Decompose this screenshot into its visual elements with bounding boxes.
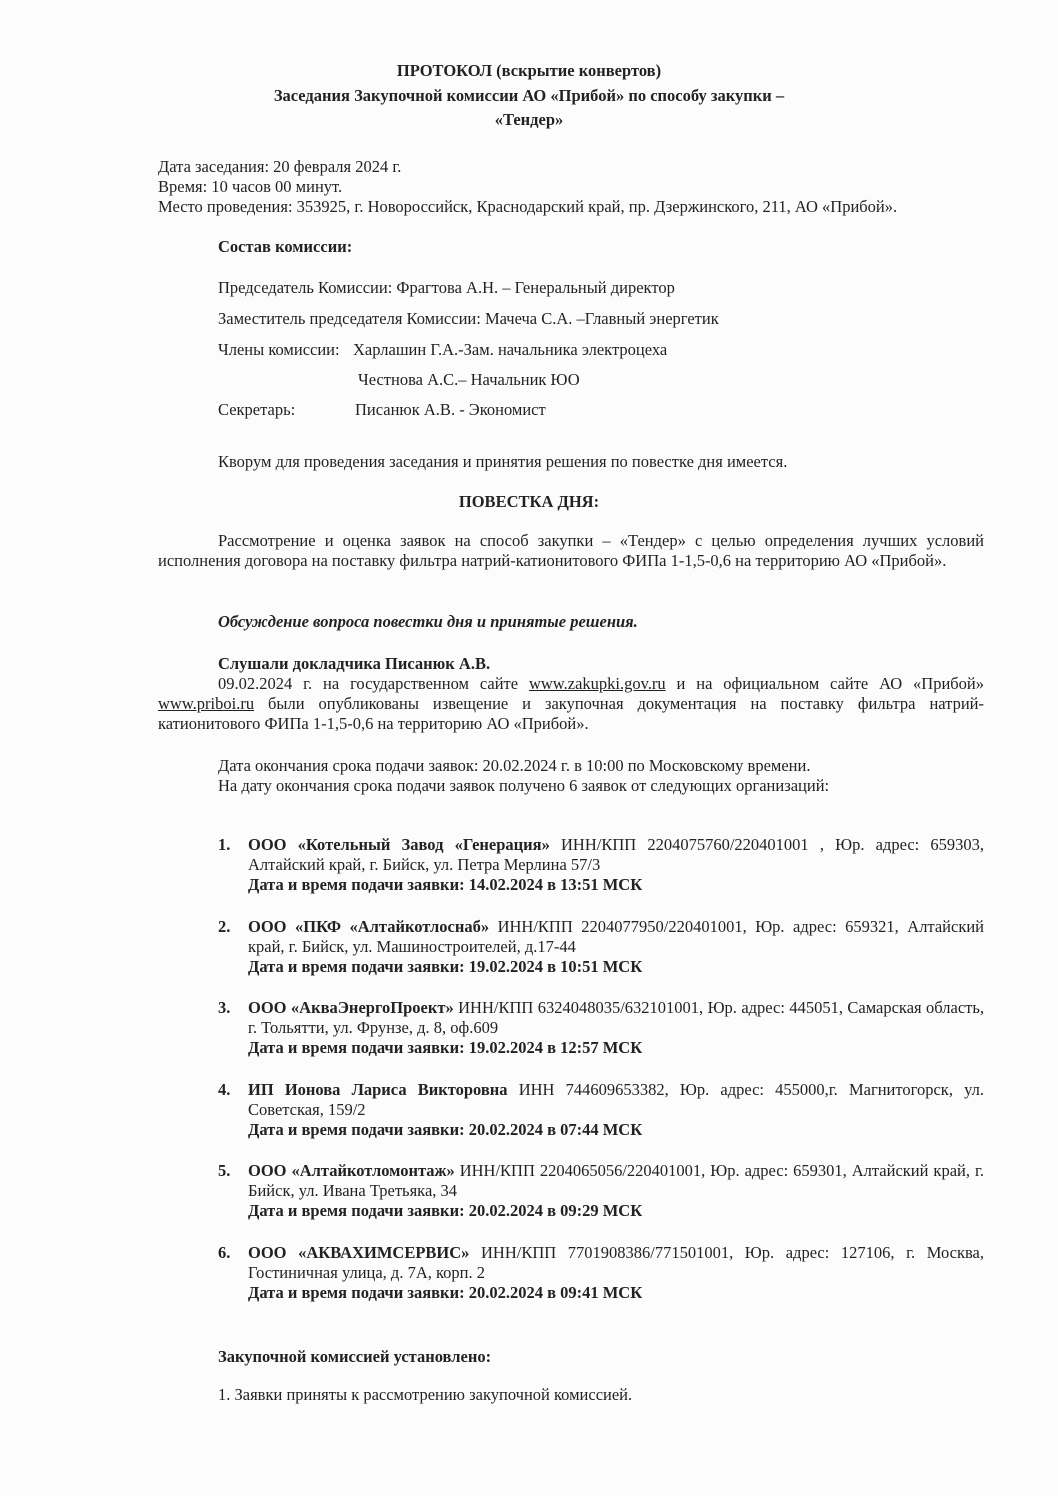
quorum-note: Кворум для проведения заседания и принятия решения по повестке дня имеется. <box>218 452 788 471</box>
meeting-time: Время: 10 часов 00 минут. <box>158 177 343 196</box>
application-number: 3. <box>218 998 231 1017</box>
application-details <box>248 1161 984 1221</box>
established-heading: Закупочной комиссией установлено: <box>218 1347 492 1366</box>
applicant-requisites: ИНН/КПП 2204065056/220401001, Юр. адрес: 659301, Алтайский край, г. Бийск, ул. Ивана Третьяка, 34 <box>248 1161 984 1200</box>
publication-paragraph <box>158 674 984 734</box>
applicant-requisites: ИНН/КПП 7701908386/771501001, Юр. адрес: 127106, г. Москва, Гостиничная улица, д. 7А, корп. 2 <box>248 1243 985 1282</box>
meeting-date: Дата заседания: 20 февраля 2024 г. <box>158 157 402 176</box>
priboi-link[interactable]: www.priboi.ru <box>158 694 255 713</box>
application-number: 1. <box>218 835 231 854</box>
procurement-method: «Тендер» <box>494 110 564 129</box>
application-number: 4. <box>218 1080 231 1099</box>
deadline-text: Дата окончания срока подачи заявок: 20.02.2024 г. в 10:00 по Московскому времени. <box>218 756 811 775</box>
application-number: 5. <box>218 1161 231 1180</box>
commission-chair: Председатель Комиссии: Фрагтова А.Н. – Генеральный директор <box>218 278 675 297</box>
meeting-place: Место проведения: 353925, г. Новороссийск, Краснодарский край, пр. Дзержинского, 211, АО «Прибой». <box>158 197 898 216</box>
application-number: 2. <box>218 917 231 936</box>
secretary-label: Секретарь: <box>218 400 296 419</box>
publication-text: и на официальном сайте АО «Прибой» <box>665 674 984 693</box>
applicant-name: ООО «Котельный Завод «Генерация» <box>248 835 550 854</box>
applicant-requisites: ИНН/КПП 2204077950/220401001, Юр. адрес: 659321, Алтайский край, г. Бийск, ул. Машиностроителей, д.17-44 <box>248 917 984 956</box>
established-item: 1. Заявки приняты к рассмотрению закупочной комиссией. <box>218 1385 633 1404</box>
application-details <box>248 835 984 895</box>
speaker-line: Слушали докладчика Писанюк А.В. <box>218 654 491 673</box>
applicant-requisites: ИНН/КПП 2204075760/220401001 , Юр. адрес: 659303, Алтайский край, г. Бийск, ул. Петра Мерлина 57/3 <box>248 835 985 874</box>
members-label: Члены комиссии: <box>218 340 340 359</box>
commission-secretary: Писанюк А.В. - Экономист <box>355 400 546 419</box>
application-details <box>248 1080 984 1140</box>
applicant-name: ООО «Алтайкотломонтаж» <box>248 1161 455 1180</box>
application-details <box>248 1243 984 1303</box>
publication-text: 09.02.2024 г. на государственном сайте <box>218 674 529 693</box>
publication-text: были опубликованы извещение и закупочная документация на поставку фильтра натрий-катионитового ФИПа 1-1,5-0,6 на территорию АО «Прибой». <box>158 694 984 733</box>
applicant-requisites: ИНН/КПП 6324048035/632101001, Юр. адрес: 445051, Самарская область, г. Тольятти, ул. Фрунзе, д. 8, оф.609 <box>248 998 984 1037</box>
applicant-requisites: ИНН 744609653382, Юр. адрес: 455000,г. Магнитогорск, ул. Советская, 159/2 <box>248 1080 984 1119</box>
commission-member: Честнова А.С.– Начальник ЮО <box>358 370 580 389</box>
discussion-heading: Обсуждение вопроса повестки дня и принятые решения. <box>218 612 638 631</box>
submission-datetime: Дата и время подачи заявки: 19.02.2024 в 10:51 МСК <box>248 957 643 976</box>
application-details <box>248 998 984 1058</box>
zakupki-link[interactable]: www.zakupki.gov.ru <box>528 674 666 693</box>
applicant-name: ООО «ПКФ «Алтайкотлоснаб» <box>248 917 490 936</box>
submission-datetime: Дата и время подачи заявки: 14.02.2024 в 13:51 МСК <box>248 875 643 894</box>
document-title: ПРОТОКОЛ (вскрытие конвертов) <box>396 61 662 80</box>
submission-datetime: Дата и время подачи заявки: 20.02.2024 в 09:41 МСК <box>248 1283 643 1302</box>
submission-datetime: Дата и время подачи заявки: 19.02.2024 в 12:57 МСК <box>248 1038 643 1057</box>
applicant-name: ООО «АКВАХИМСЕРВИС» <box>248 1243 470 1262</box>
commission-member: Харлашин Г.А.-Зам. начальника электроцеха <box>353 340 668 359</box>
received-text: На дату окончания срока подачи заявок получено 6 заявок от следующих организаций: <box>218 776 830 795</box>
commission-heading: Состав комиссии: <box>218 237 353 256</box>
applicant-name: ИП Ионова Лариса Викторовна <box>248 1080 508 1099</box>
application-details <box>248 917 984 977</box>
application-number: 6. <box>218 1243 231 1262</box>
document-subtitle: Заседания Закупочной комиссии АО «Прибой» по способу закупки – <box>273 86 785 105</box>
applicant-name: ООО «АкваЭнергоПроект» <box>248 998 454 1017</box>
agenda-text: Рассмотрение и оценка заявок на способ закупки – «Тендер» с целью определения лучших условий исполнения договора на поставку фильтра натрий-катионитового ФИПа 1-1,5-0,6 на территорию АО «Прибой». <box>158 531 984 570</box>
commission-deputy: Заместитель председателя Комиссии: Мачеча С.А. –Главный энергетик <box>218 309 719 328</box>
submission-datetime: Дата и время подачи заявки: 20.02.2024 в 07:44 МСК <box>248 1120 643 1139</box>
agenda-heading: ПОВЕСТКА ДНЯ: <box>458 492 600 511</box>
submission-datetime: Дата и время подачи заявки: 20.02.2024 в 09:29 МСК <box>248 1201 643 1220</box>
